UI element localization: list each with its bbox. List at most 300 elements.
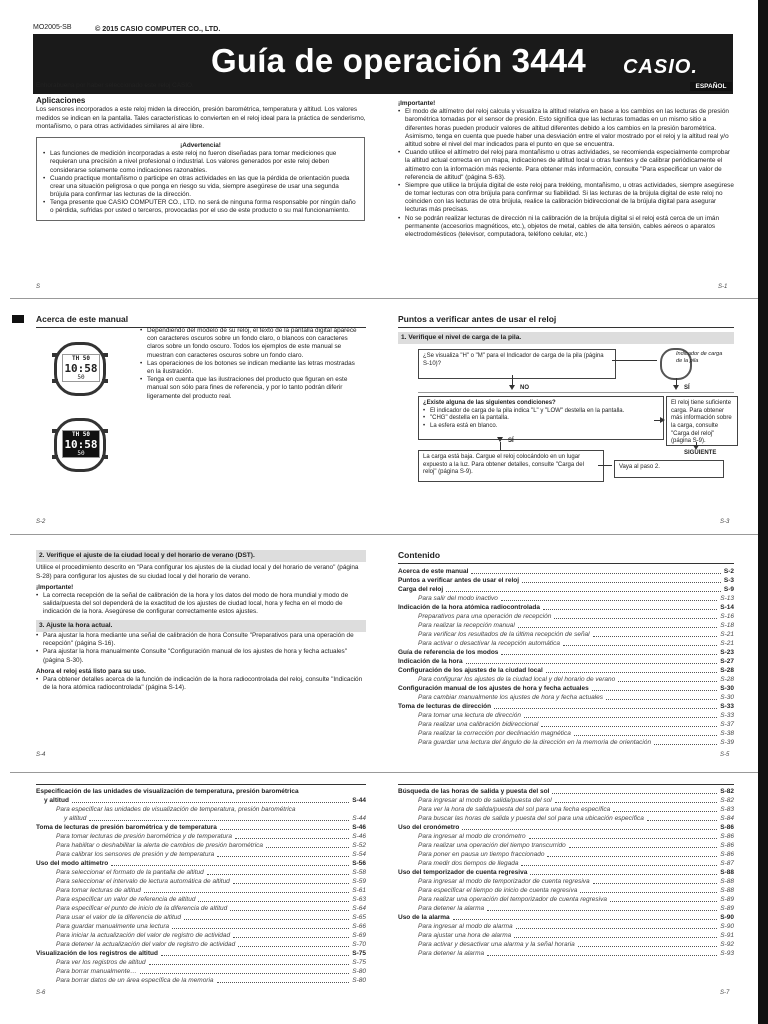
toc-entry <box>36 976 366 985</box>
page-number: S-7 <box>720 990 730 996</box>
toc-leader-dots <box>530 874 717 875</box>
toc-entry-page: S-2 <box>723 567 734 575</box>
warning-list <box>43 150 358 216</box>
toc-entry-page: S-33 <box>720 711 734 719</box>
button-d <box>102 379 108 383</box>
toc-entry <box>398 841 734 850</box>
page-s6 <box>36 784 366 985</box>
toc-leader-dots <box>111 865 349 866</box>
toc-entry-title: Preparativos para una operación de recepción <box>418 612 552 620</box>
toc-entry-title: Configuración manual de los ajustes de hora y fecha actuales <box>398 684 589 692</box>
toc-entry <box>36 859 366 868</box>
watch-time: 10:58 <box>64 437 98 451</box>
toc-entry-title: Para especificar el tiempo de inicio de cuenta regresiva <box>418 886 578 894</box>
toc-entry-title: Indicación de la hora <box>398 657 463 665</box>
flow-next-step: Vaya al paso 2. <box>614 460 724 478</box>
toc-entry <box>36 796 366 805</box>
model-code: MO2005-SB <box>33 24 72 31</box>
toc-leader-dots <box>161 955 349 956</box>
toc-entry-page: S-59 <box>352 877 366 885</box>
toc-entry-title: Para buscar las horas de salida y puesta del sol para una ubicación específica <box>418 814 644 822</box>
page-s2 <box>36 314 366 328</box>
toc-entry <box>36 823 366 832</box>
step-bar: 2. Verifique el ajuste de la ciudad local y del horario de verano (DST). <box>36 550 366 562</box>
list-item: • Cuando practique montañismo o participe en otras actividades en las que la pérdida de orientación pueda crear una situación peligrosa o que ponga en riesgo su vida, siempre asegúrese de usar una segunda brújula para confirmar las lecturas de la dirección. <box>43 175 358 200</box>
toc-entry-title: Para habilitar o deshabilitar la alerta de cambios de presión barométrica <box>56 841 264 849</box>
toc-entry <box>398 630 734 639</box>
toc-entry <box>398 895 734 904</box>
toc-leader-dots <box>516 928 718 929</box>
toc-entry <box>398 594 734 603</box>
toc-leader-dots <box>593 636 718 637</box>
toc-leader-dots <box>149 964 350 965</box>
toc-entry-title: Carga del reloj <box>398 585 444 593</box>
toc-entry <box>398 787 734 796</box>
list-item: • No se podrán realizar lecturas de dirección ni la calibración de la brújula digital si el reloj está cerca de un imán permanente (accesorios magnéticos, etc.), objetos de metal, cables de alta tensión, cables aéreos o aparatos electrodomésticos (televisor, computadora, teléfono celular, etc.) <box>398 215 734 240</box>
toc-entry <box>398 922 734 931</box>
watch-light-illustration <box>54 342 106 396</box>
toc-entry-title: Para tomar una lectura de dirección <box>418 711 521 719</box>
q2-list <box>423 408 659 431</box>
toc-entry-page: S-16 <box>720 612 734 620</box>
toc-entry-title: Para borrar datos de un área específica de la memoria <box>56 976 214 984</box>
page-number: S <box>36 284 41 290</box>
toc-leader-dots <box>198 901 349 902</box>
toc-entry-page: S-28 <box>720 666 734 674</box>
step2-text: Utilice el procedimiento descrito en "Para configurar los ajustes de la ciudad local y del horario de verano" (página S-28) para configurar los ajustes de su ciudad local y del horario de verano. <box>36 564 359 580</box>
toc-leader-dots <box>89 820 349 821</box>
toc-list <box>36 787 366 985</box>
toc-entry-page: S-82 <box>720 787 734 795</box>
toc-entry-title: Para seleccionar el formato de la pantalla de altitud <box>56 868 204 876</box>
flow-label-no: NO <box>520 385 529 391</box>
indicator-label: Indicador de carga de la pila <box>676 351 723 365</box>
list-item: • "CHG" destella en la pantalla. <box>423 415 659 423</box>
toc-entry <box>398 913 734 922</box>
toc-entry-page: S-89 <box>720 895 734 903</box>
toc-list <box>398 787 734 958</box>
toc-entry-page: S-46 <box>352 832 366 840</box>
toc-leader-dots <box>446 591 721 592</box>
toc-leader-dots <box>618 681 717 682</box>
toc-leader-dots <box>578 946 717 947</box>
casio-logo: CASIO. <box>623 56 698 78</box>
toc-entry-title: Para tomar lecturas de presión barométrica y de temperatura <box>56 832 232 840</box>
toc-leader-dots <box>471 573 720 574</box>
toc-entry-title: Para especificar un valor de referencia de altitud <box>56 895 196 903</box>
toc-entry-title: Para realizar la recepción manual <box>418 621 515 629</box>
toc-entry-title: Para realizar una operación del temporizador de cuenta regresiva <box>418 895 607 903</box>
toc-entry-page: S-84 <box>720 814 734 822</box>
step-bar: 3. Ajuste la hora actual. <box>36 620 366 632</box>
toc-entry-title: y altitud <box>44 796 69 804</box>
toc-entry <box>36 805 366 814</box>
toc-entry-page: S-65 <box>352 913 366 921</box>
toc-entry-page: S-21 <box>720 639 734 647</box>
toc-entry <box>36 967 366 976</box>
toc-entry <box>36 895 366 904</box>
toc-entry-title: Para poner en pausa un tiempo fraccionado <box>418 850 545 858</box>
toc-entry <box>398 711 734 720</box>
toc-leader-dots <box>606 699 717 700</box>
page-number: S-1 <box>718 284 728 290</box>
toc-entry-title: Para usar el valor de la diferencia de altitud <box>56 913 182 921</box>
page-s3 <box>398 314 734 344</box>
list-item: • Tenga presente que CASIO COMPUTER CO., LTD. no será de ninguna forma responsable por ningún daño o pérdida, sufridas por usted o terceros, provocadas por el uso de este producto o su mal funcionamiento. <box>43 199 358 215</box>
toc-entry-title: Para tomar lecturas de altitud <box>56 886 141 894</box>
toc-entry <box>36 922 366 931</box>
toc-leader-dots <box>555 802 718 803</box>
step3-list <box>36 632 366 665</box>
q2-title: ¿Existe alguna de las siguientes condiciones? <box>423 400 556 406</box>
toc-entry <box>398 850 734 859</box>
toc-entry-page: S-87 <box>720 859 734 867</box>
button-a <box>52 429 58 433</box>
toc-leader-dots <box>238 946 349 947</box>
toc-leader-dots <box>466 663 718 664</box>
toc-entry <box>36 913 366 922</box>
apps-heading: Aplicaciones <box>36 96 86 106</box>
flow-low-charge: La carga está baja. Cargue el reloj colocándolo en un lugar expuesto a la luz. Para obtener detalles, consulte "Carga del reloj" (página S-9). <box>418 450 604 482</box>
section-heading: Puntos a verificar antes de usar el reloj <box>398 314 557 324</box>
toc-entry <box>398 585 734 594</box>
toc-entry-title: Para ingresar al modo de temporizador de cuenta regresiva <box>418 877 590 885</box>
toc-entry-title: Guía de referencia de los modos <box>398 648 499 656</box>
button-c <box>102 429 108 433</box>
toc-entry-title: Para realizar la corrección por declinación magnética <box>418 729 571 737</box>
important-heading: ¡Importante! <box>36 583 74 591</box>
toc-entry-page: S-56 <box>352 859 366 867</box>
watch-line1: TH 50 <box>71 355 91 362</box>
toc-leader-dots <box>172 928 349 929</box>
toc-entry-title: Indicación de la hora atómica radiocontrolada <box>398 603 540 611</box>
page-s5 <box>398 550 734 747</box>
list-item: • El modo de altímetro del reloj calcula y visualiza la altitud relativa en base a los cambios en las lecturas de presión barométrica tomadas por el sensor de presión. Esto significa que las lecturas tomadas en un mismo sitio a diferentes horas pueden producir valores de altitud diferentes debido a los cambios en la presión barométrica. Asimismo, tenga en cuenta que puede haber una desviación entre el valor mostrado por el reloj y la altitud real y/o altitud sobre el nivel del mar indicados para el punto en que se encuentra. <box>398 108 734 149</box>
toc-entry-page: S-13 <box>720 594 734 602</box>
toc-entry-title: Para guardar una lectura del ángulo de la dirección en la memoria de orientación <box>418 738 652 746</box>
section-marker <box>12 315 24 323</box>
list-item: • La esfera está en blanco. <box>423 423 659 431</box>
step-bar: 1. Verifique el nivel de carga de la pila. <box>398 332 734 344</box>
toc-entry-page: S-86 <box>720 841 734 849</box>
toc-leader-dots <box>574 735 717 736</box>
toc-leader-dots <box>541 726 717 727</box>
toc-leader-dots <box>453 919 718 920</box>
page-s7 <box>398 784 734 958</box>
toc-entry-page: S-88 <box>720 877 734 885</box>
toc-entry-title: Para cambiar manualmente los ajustes de hora y fecha actuales <box>418 693 603 701</box>
toc-entry <box>398 657 734 666</box>
toc-entry-title: Configuración de los ajustes de la ciudad local <box>398 666 543 674</box>
toc-entry <box>398 684 734 693</box>
section-heading: Contenido <box>398 550 441 560</box>
toc-entry <box>398 702 734 711</box>
toc-entry-page: S-80 <box>352 967 366 975</box>
toc-entry <box>36 814 366 823</box>
watch-screen <box>62 354 100 382</box>
toc-entry-title: Búsqueda de las horas de salida y puesta del sol <box>398 787 550 795</box>
toc-leader-dots <box>233 883 349 884</box>
toc-entry-page: S-70 <box>352 940 366 948</box>
toc-leader-dots <box>521 865 717 866</box>
toc-entry <box>398 576 734 585</box>
toc-entry <box>398 693 734 702</box>
important-heading: ¡Importante! <box>398 100 436 107</box>
toc-entry <box>398 648 734 657</box>
toc-entry-page: S-37 <box>720 720 734 728</box>
toc-entry <box>398 738 734 747</box>
toc-entry-title: Para ajustar una hora de alarma <box>418 931 512 939</box>
toc-entry <box>398 823 734 832</box>
toc-entry <box>36 841 366 850</box>
toc-entry-page: S-27 <box>720 657 734 665</box>
toc-entry-page: S-46 <box>352 823 366 831</box>
toc-entry-title: Para verificar los resultados de la última recepción de señal <box>418 630 590 638</box>
button-c <box>102 353 108 357</box>
toc-entry-page: S-90 <box>720 913 734 921</box>
toc-leader-dots <box>546 672 717 673</box>
toc-entry <box>398 675 734 684</box>
arrow-down-icon <box>497 437 503 442</box>
toc-entry-title: Uso del cronómetro <box>398 823 460 831</box>
toc-entry-page: S-58 <box>352 868 366 876</box>
toc-entry <box>36 832 366 841</box>
list-item: • Siempre que utilice la brújula digital de este reloj para trekking, montañismo, u otras actividades, siempre asegúrese de tomar lecturas con otra brújula para confirmar su fiabilidad. Si las lecturas de la brújula digital de este reloj no coinciden con las lecturas de otra brújula, realice la calibración bidireccional de la brújula digital para asegurar lecturas más precisas. <box>398 182 734 215</box>
toc-leader-dots <box>217 856 349 857</box>
toc-leader-dots <box>494 708 717 709</box>
toc-entry-page: S-86 <box>720 832 734 840</box>
flow-enough-charge: El reloj tiene suficiente carga. Para obtener más información sobre la carga, consulte "Carga del reloj" (página S-9). <box>666 396 738 446</box>
toc-entry-page: S-23 <box>720 648 734 656</box>
toc-leader-dots <box>230 910 349 911</box>
greeting: Enhorabuena por haber seleccionado este reloj CASIO. <box>36 82 194 89</box>
page-divider <box>10 534 758 535</box>
toc-leader-dots <box>220 829 349 830</box>
toc-leader-dots <box>235 838 349 839</box>
toc-entry-title: Acerca de este manual <box>398 567 469 575</box>
page-s-left <box>36 82 366 221</box>
heading-rule <box>398 327 734 328</box>
toc-entry-page: S-86 <box>720 823 734 831</box>
list-item: • Para ajustar la hora mediante una señal de calibración de hora Consulte "Preparativos para una operación de recepción" (página S-16). <box>36 632 366 648</box>
toc-entry <box>36 787 366 796</box>
list-item: • Las funciones de medición incorporadas a este reloj no fueron diseñadas para tomar mediciones que requieran una precisión a nivel profesional o industrial. Los valores generados por este reloj deben considerarse solamente como indicaciones razonables. <box>43 150 358 175</box>
toc-entry <box>36 931 366 940</box>
arrow-down-icon <box>509 385 515 390</box>
page-number: S-2 <box>36 519 46 525</box>
flow-connector <box>612 360 657 361</box>
page-s4 <box>36 550 366 692</box>
section-heading: Acerca de este manual <box>36 314 129 324</box>
toc-leader-dots <box>184 919 349 920</box>
toc-entry-page: S-88 <box>720 886 734 894</box>
toc-entry-page: S-75 <box>352 958 366 966</box>
toc-entry <box>36 958 366 967</box>
toc-entry <box>398 729 734 738</box>
toc-entry-title: Especificación de las unidades de visualización de temperatura, presión barométrica <box>36 787 299 795</box>
toc-leader-dots <box>563 645 717 646</box>
list-item: • Dependiendo del modelo de su reloj, el texto de la pantalla digital aparece con caracteres oscuros sobre un fondo claro, o blancos con caracteres claros sobre un fondo oscuro. Todos los ejemplos de este manual se muestran con caracteres oscuros sobre un fondo claro. <box>140 327 362 360</box>
toc-leader-dots <box>580 892 717 893</box>
flow-question-1: ¿Se visualiza "H" o "M" para el Indicador de carga de la pila (página S-10)? <box>418 349 616 379</box>
toc-leader-dots <box>207 874 349 875</box>
list-item: • El indicador de carga de la pila indica "L" y "LOW" destella en la pantalla. <box>423 408 659 416</box>
toc-leader-dots <box>266 847 349 848</box>
toc-entry-title: Para configurar los ajustes de la ciudad local y del horario de verano <box>418 675 616 683</box>
page-number: S-3 <box>720 519 730 525</box>
toc-leader-dots <box>522 582 721 583</box>
toc-entry <box>36 850 366 859</box>
toc-leader-dots <box>217 982 350 983</box>
toc-entry-page: S-30 <box>720 684 734 692</box>
toc-entry <box>398 621 734 630</box>
toc-entry-page: S-39 <box>720 738 734 746</box>
toc-leader-dots <box>592 690 718 691</box>
toc-leader-dots <box>543 609 717 610</box>
watch-dark-illustration <box>54 418 106 472</box>
toc-entry <box>36 940 366 949</box>
toc-entry-page: S-18 <box>720 621 734 629</box>
toc-entry-title: Para guardar manualmente una lectura <box>56 922 170 930</box>
warning-heading: ¡Advertencia! <box>180 141 221 149</box>
toc-entry-title: Para especificar las unidades de visualización de temperatura, presión barométrica <box>56 805 296 813</box>
toc-entry-title: Uso del temporizador de cuenta regresiva <box>398 868 528 876</box>
toc-entry-page: S-21 <box>720 630 734 638</box>
toc-leader-dots <box>593 883 718 884</box>
toc-leader-dots <box>501 600 717 601</box>
toc-entry-title: Para ingresar al modo de salida/puesta del sol <box>418 796 552 804</box>
button-d <box>102 455 108 459</box>
toc-leader-dots <box>462 829 717 830</box>
toc-entry-page: S-75 <box>352 949 366 957</box>
button-b <box>52 379 58 383</box>
ready-list <box>36 676 366 692</box>
page-edge-bar <box>758 0 768 1024</box>
toc-leader-dots <box>654 744 717 745</box>
toc-leader-dots <box>524 717 717 718</box>
flow-label-yes: SÍ <box>508 438 514 444</box>
copyright: © 2015 CASIO COMPUTER CO., LTD. <box>95 24 221 33</box>
manual-notes-list <box>140 327 362 401</box>
toc-leader-dots <box>487 910 717 911</box>
toc-entry-title: Para realizar una operación del tiempo transcurrido <box>418 841 566 849</box>
list-item: • Para ajustar la hora manualmente Consulte "Configuración manual de los ajustes de hora y fecha actuales" (página S-30). <box>36 648 366 664</box>
list-item: • Tenga en cuenta que las ilustraciones del producto que figuran en este manual son sólo para fines de referencia, y por lo tanto podrán diferir ligeramente del producto real. <box>140 376 362 401</box>
toc-entry <box>398 832 734 841</box>
flow-label-next: SIGUIENTE <box>684 450 717 456</box>
flow-connector <box>500 442 501 450</box>
toc-entry-page: S-92 <box>720 940 734 948</box>
watch-line3: 50 <box>77 373 85 381</box>
toc-entry-title: Para activar o desactivar la recepción automática <box>418 639 560 647</box>
toc-entry <box>398 567 734 576</box>
language-tag: ESPAÑOL <box>690 82 732 91</box>
toc-entry <box>398 612 734 621</box>
toc-entry-page: S-88 <box>720 868 734 876</box>
toc-entry-title: Puntos a verificar antes de usar el reloj <box>398 576 520 584</box>
toc-entry <box>36 949 366 958</box>
toc-entry-page: S-90 <box>720 922 734 930</box>
toc-entry-title: Para seleccionar el intervalo de lectura automática de altitud <box>56 877 230 885</box>
warning-box <box>36 137 365 221</box>
toc-entry-title: Para borrar manualmente… <box>56 967 137 975</box>
list-item: • Cuando utilice el altímetro del reloj para montañismo u otras actividades, se recomienda especialmente comprobar la altitud actual correcta en un mapa, indicaciones de altitud local u otras fuentes y de calibrar periódicamente el altímetro con la información más reciente. Para obtener más información, consulte "Para especificar un valor de referencia de altitud" (página S-63). <box>398 149 734 182</box>
toc-entry-title: Para realizar una calibración bidireccional <box>418 720 539 728</box>
toc-leader-dots <box>144 892 349 893</box>
arrow-right-icon <box>660 417 665 423</box>
toc-entry <box>36 868 366 877</box>
toc-entry-page: S-28 <box>720 675 734 683</box>
toc-entry <box>398 720 734 729</box>
toc-entry-title: Para ver los registros de altitud <box>56 958 146 966</box>
heading-rule <box>398 563 734 564</box>
toc-leader-dots <box>501 654 717 655</box>
toc-entry-title: Para ingresar al modo de alarma <box>418 922 513 930</box>
watch-illustrations <box>50 334 130 514</box>
list-item: • Las operaciones de los botones se indican mediante las letras mostradas en la ilustración. <box>140 360 362 376</box>
page-s1-right <box>398 100 734 239</box>
toc-entry-page: S-93 <box>720 949 734 957</box>
watch-time: 10:58 <box>64 361 98 375</box>
toc-entry <box>398 931 734 940</box>
toc-leader-dots <box>518 627 717 628</box>
toc-leader-dots <box>514 937 717 938</box>
toc-entry-page: S-14 <box>720 603 734 611</box>
toc-entry <box>398 868 734 877</box>
page-number: S-6 <box>36 990 46 996</box>
toc-entry-title: Para ver la hora de salida/puesta del sol para una fecha específica <box>418 805 611 813</box>
toc-entry <box>398 814 734 823</box>
toc-entry-page: S-30 <box>720 693 734 701</box>
toc-leader-dots <box>140 973 350 974</box>
toc-entry <box>36 877 366 886</box>
toc-entry-page: S-44 <box>352 814 366 822</box>
toc-entry-page: S-38 <box>720 729 734 737</box>
page-divider <box>10 772 758 773</box>
important-list <box>398 108 734 239</box>
toc-entry-page: S-89 <box>720 904 734 912</box>
toc-leader-dots <box>233 937 349 938</box>
toc-entry-page: S-64 <box>352 904 366 912</box>
toc-entry-title: Para calibrar los sensores de presión y de temperatura <box>56 850 215 858</box>
toc-entry-title: Para detener la alarma <box>418 904 485 912</box>
toc-entry-title: Uso de la alarma <box>398 913 450 921</box>
toc-leader-dots <box>72 802 349 803</box>
toc-entry <box>398 666 734 675</box>
toc-entry-title: Para salir del modo inactivo <box>418 594 498 602</box>
page-number: S-5 <box>720 752 730 758</box>
toc-entry-title: Para detener la alarma <box>418 949 485 957</box>
toc-entry <box>398 805 734 814</box>
toc-entry <box>36 886 366 895</box>
toc-entry-page: S-82 <box>720 796 734 804</box>
toc-entry-title: Para detener la actualización del valor de registro de actividad <box>56 940 236 948</box>
toc-entry-title: Para ingresar al modo de cronómetro <box>418 832 526 840</box>
toc-entry-title: Para activar y desactivar una alarma y la señal horaria <box>418 940 575 948</box>
heading-rule <box>398 784 734 785</box>
page-number: S-4 <box>36 752 46 758</box>
toc-entry <box>398 603 734 612</box>
toc-entry-page: S-3 <box>723 576 734 584</box>
watch-line1: TH 50 <box>71 431 91 438</box>
toc-leader-dots <box>529 838 718 839</box>
toc-leader-dots <box>487 955 717 956</box>
toc-entry-page: S-9 <box>723 585 734 593</box>
toc-entry-title: Toma de lecturas de presión barométrica y de temperatura <box>36 823 217 831</box>
flow-label-yes: SÍ <box>684 385 690 391</box>
toc-entry-page: S-80 <box>352 976 366 984</box>
flow-connector <box>598 465 612 466</box>
